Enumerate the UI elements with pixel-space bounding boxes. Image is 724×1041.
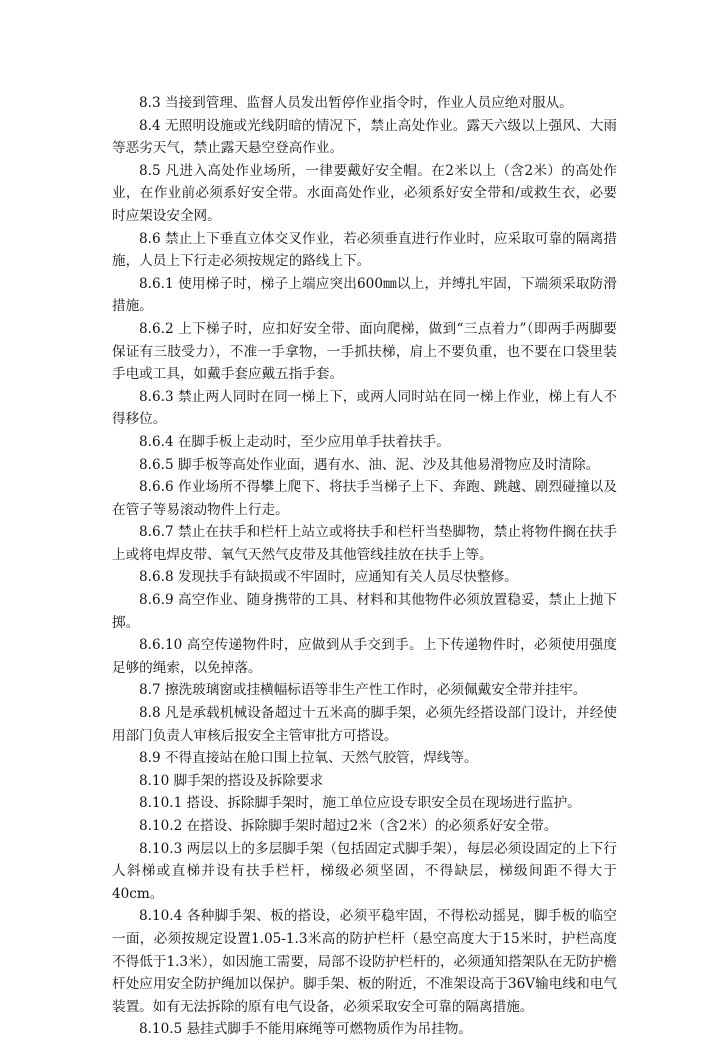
clause-8-10-3: 8.10.3 两层以上的多层脚手架（包括固定式脚手架），每层必须设固定的上下行人斜梯或直梯并设有扶手栏杆，梯级必须坚固，不得缺层，梯级间距不得大于40cm。 [112, 840, 617, 902]
clause-8-10-1: 8.10.1 搭设、拆除脚手架时，施工单位应设专职安全员在现场进行监护。 [139, 795, 581, 812]
clause-8-8: 8.8 凡是承载机械设备超过十五米高的脚手架，必须先经搭设部门设计，并经使用部门负责人审核后报安全主管审批方可搭设。 [112, 705, 617, 744]
clause-8-6-9: 8.6.9 高空作业、随身携带的工具、材料和其他物件必须放置稳妥，禁止上抛下掷。 [112, 592, 617, 631]
document-body [112, 92, 617, 1041]
clause-8-6-5: 8.6.5 脚手板等高处作业面，遇有水、油、泥、沙及其他易滑物应及时清除。 [139, 456, 600, 473]
clause-8-6: 8.6 禁止上下垂直立体交叉作业，若必须垂直进行作业时，应采取可靠的隔离措施，人员上下行走必须按规定的路线上下。 [112, 230, 617, 270]
clause-8-6-4: 8.6.4 在脚手板上走动时，至少应用单手扶着扶手。 [139, 433, 450, 450]
clause-8-6-8: 8.6.8 发现扶手有缺损或不牢固时，应通知有关人员尽快整修。 [139, 569, 518, 586]
clause-8-5: 8.5 凡进入高处作业场所，一律要戴好安全帽。在2米以上（含2米）的高处作业，在作业前必须系好安全带。水面高处作业，必须系好安全带和/或救生衣，必要时应架设安全网。 [112, 162, 617, 224]
clause-8-10-5: 8.10.5 悬挂式脚手不能用麻绳等可燃物质作为吊挂物。 [139, 1021, 473, 1038]
clause-8-6-7: 8.6.7 禁止在扶手和栏杆上站立或将扶手和栏杆当垫脚物，禁止将物件搁在扶手上或将电焊皮带、氧气天然气皮带及其他管线挂放在扶手上等。 [112, 524, 617, 563]
clause-8-6-2: 8.6.2 上下梯子时，应扣好安全带、面向爬梯，做到“三点着力”（即两手两脚要保证有三肢受力），不准一手拿物，一手抓扶梯，肩上不要负重，也不要在口袋里装手电或工具，如戴手套应戴五指手套。 [112, 320, 617, 383]
clause-8-7: 8.7 擦洗玻璃窗或挂横幅标语等非生产性工作时，必须佩戴安全带并挂牢。 [139, 682, 587, 699]
clause-8-3: 8.3 当接到管理、监督人员发出暂停作业指令时，作业人员应绝对服从。 [139, 95, 573, 111]
clause-8-9: 8.9 不得直接站在舱口围上拉氧、天然气胶管，焊线等。 [139, 750, 478, 767]
clause-8-6-10: 8.6.10 高空传递物件时，应做到从手交到手。上下传递物件时，必须使用强度足够的绳索，以免掉落。 [112, 637, 617, 676]
clause-8-6-3: 8.6.3 禁止两人同时在同一梯上下，或两人同时站在同一梯上作业，梯上有人不得移位。 [112, 388, 617, 428]
clause-8-6-6: 8.6.6 作业场所不得攀上爬下、将扶手当梯子上下、奔跑、跳越、剧烈碰撞以及在管子等易滚动物件上行走。 [112, 479, 617, 518]
clause-8-10: 8.10 脚手架的搭设及拆除要求 [139, 772, 324, 789]
clause-8-10-2: 8.10.2 在搭设、拆除脚手架时超过2米（含2米）的必须系好安全带。 [139, 818, 558, 834]
clause-8-6-1: 8.6.1 使用梯子时，梯子上端应突出600㎜以上，并缚扎牢固，下端须采取防滑措施。 [112, 275, 617, 315]
clause-8-4: 8.4 无照明设施或光线阴暗的情况下，禁止高处作业。露天六级以上强风、大雨等恶劣天气，禁止露天悬空登高作业。 [112, 117, 617, 157]
clause-8-10-4: 8.10.4 各种脚手架、板的搭设，必须平稳牢固，不得松动摇晃，脚手板的临空一面，必须按规定设置1.05-1.3米高的防护栏杆（悬空高度大于15米时，护栏高度不得低于1.3米），如因施工需要，局部不设防护栏杆的，必须通知搭架队在无防护檐杆处应用安全防护绳加以保护。脚手架、板的附近，不准架设高于36V输电线和电气装置。如有无法拆除的原有电气设备，必须采取安全可靠的隔离措施。 [112, 908, 617, 1015]
